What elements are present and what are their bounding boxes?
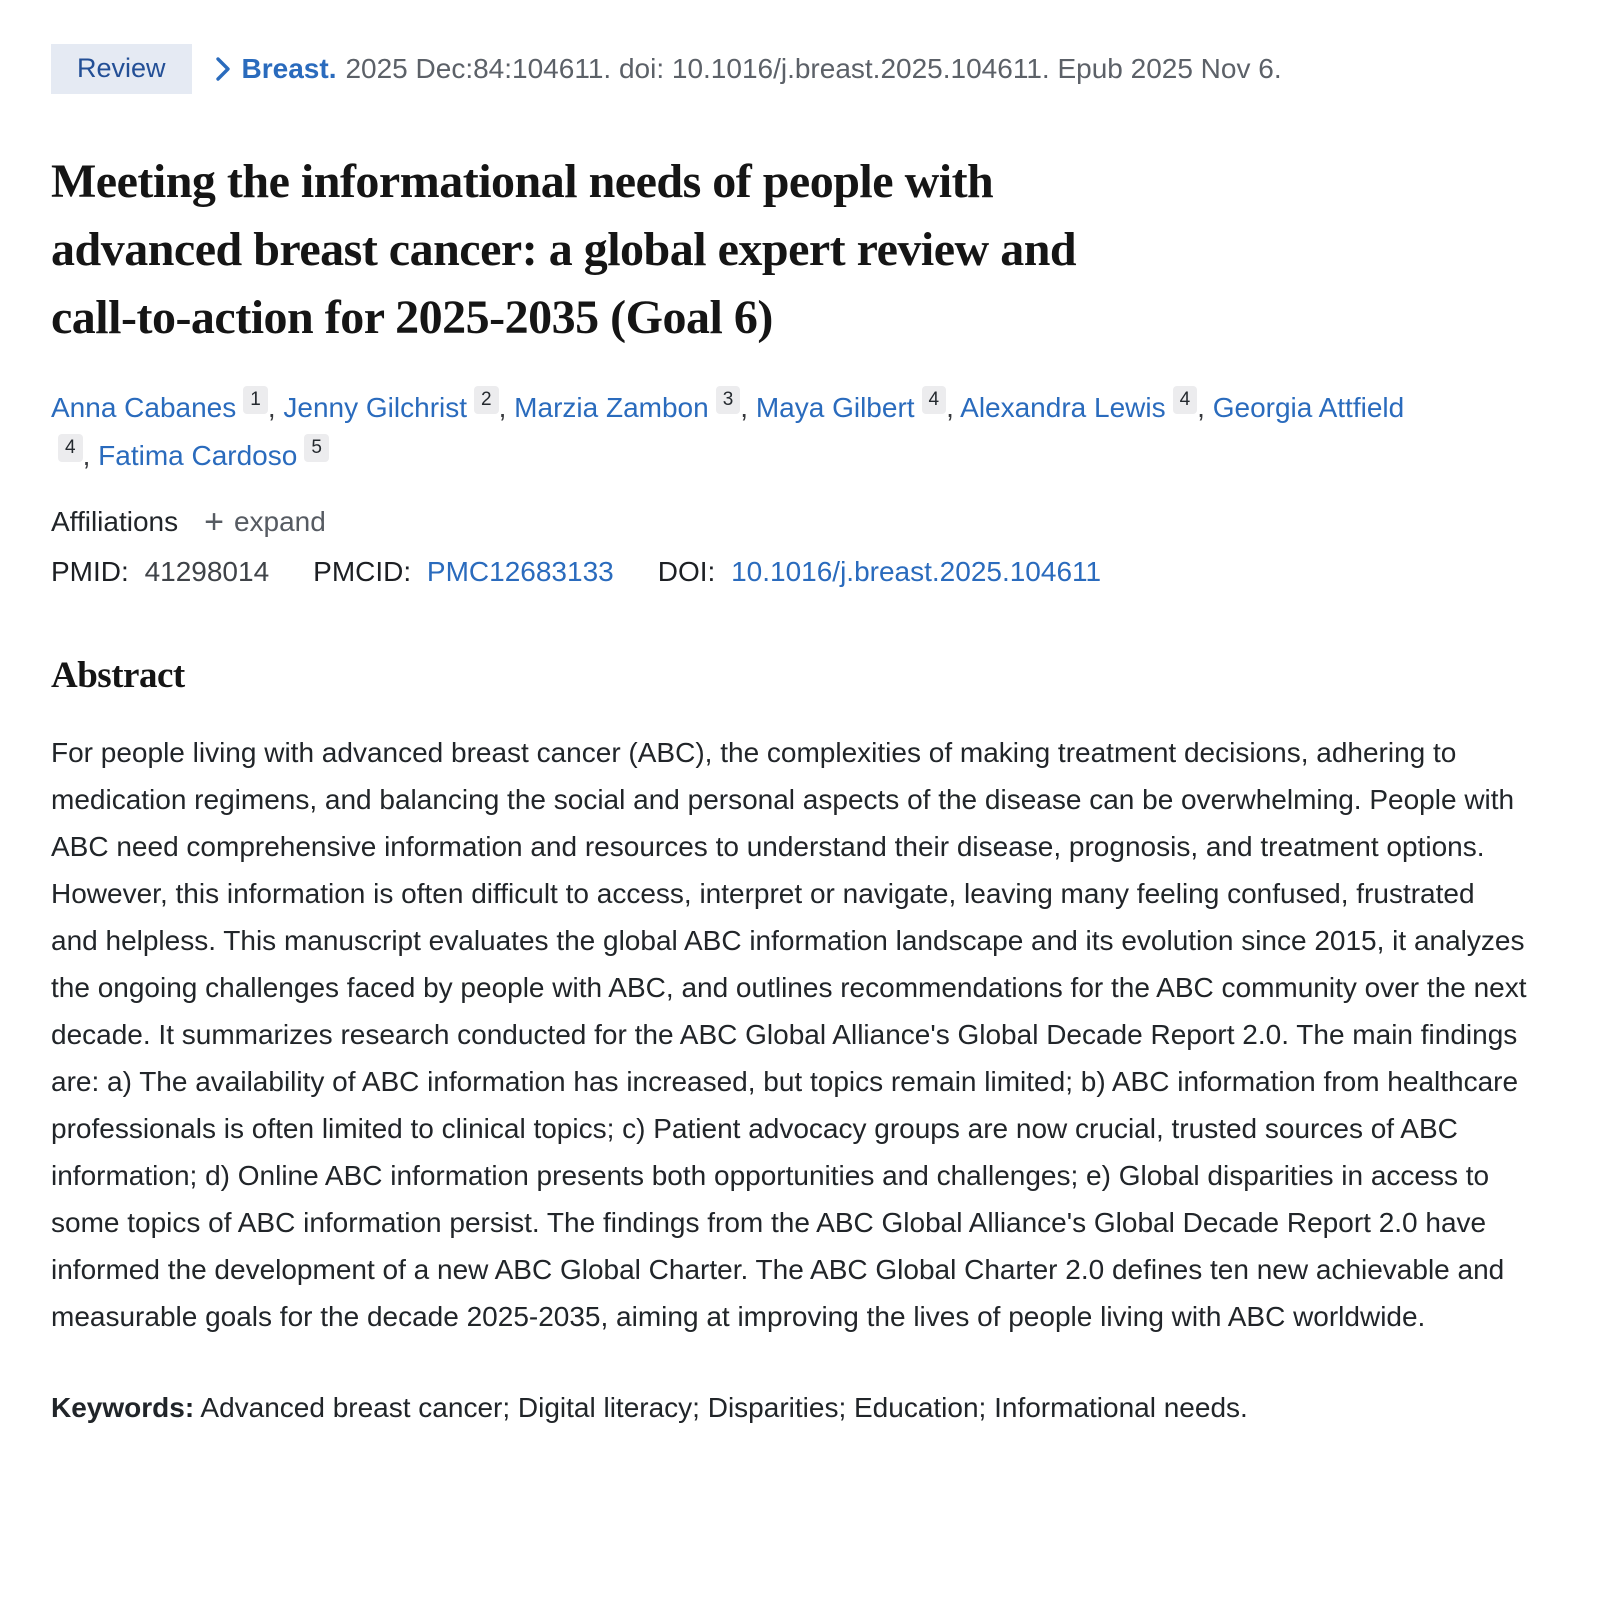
identifiers-row	[51, 556, 1532, 588]
affiliations-expand-button[interactable]	[204, 503, 326, 542]
doi-group	[658, 556, 1101, 588]
doi-link[interactable]: 10.1016/j.breast.2025.104611	[731, 556, 1102, 588]
author-link[interactable]: Maya Gilbert	[755, 392, 915, 424]
affiliations-label: Affiliations	[51, 506, 179, 538]
abstract-heading: Abstract	[51, 655, 185, 697]
author-link[interactable]: Jenny Gilchrist	[283, 392, 468, 424]
citation-text: 2025 Dec:84:104611. doi: 10.1016/j.breast.2025.104611. Epub 2025 Nov 6.	[345, 52, 1282, 84]
author-link[interactable]: Alexandra Lewis	[960, 392, 1166, 424]
abstract-text: For people living with advanced breast cancer (ABC), the complexities of making treatment decisions, adhering to medication regimens, and balancing the social and personal aspects of the disease can be overwhelming. People with ABC need comprehensive information and resources to understand their disease, prognosis, and treatment options. However, this information is often difficult to access, interpret or navigate, leaving many feeling confused, frustrated and helpless. This manuscript evaluates the global ABC information landscape and its evolution since 2015, it analyzes the ongoing challenges faced by people with ABC, and outlines recommendations for the ABC community over the next decade. It summarizes research conducted for the ABC Global Alliance's Global Decade Report 2.0. The main findings are: a) The availability of ABC information has increased, but topics remain limited; b) ABC information from healthcare professionals is often limited to clinical topics; c) Patient advocacy groups are now crucial, trusted sources of ABC information; d) Online ABC information presents both opportunities and challenges; e) Global disparities in access to some topics of ABC information persist. The findings from the ABC Global Alliance's Global Decade Report 2.0 have informed the development of a new ABC Global Charter. The ABC Global Charter 2.0 defines ten new achievable and measurable goals for the decade 2025-2035, aiming at improving the lives of people living with ABC worldwide.	[51, 737, 1527, 1333]
title-line: call-to-action for 2025-2035 (Goal 6)	[51, 291, 773, 345]
author-separator: ,	[740, 392, 756, 424]
author-separator: ,	[82, 440, 99, 472]
author-separator: ,	[946, 392, 961, 424]
citation-header	[51, 44, 1532, 94]
pmcid-link[interactable]: PMC12683133	[426, 556, 614, 588]
keywords-text: Advanced breast cancer; Digital literacy; Disparities; Education; Informational needs.	[200, 1392, 1248, 1424]
title-line: Meeting the informational needs of people with	[51, 155, 994, 209]
author-link[interactable]: Marzia Zambon	[514, 392, 709, 424]
publication-type-badge: Review	[51, 44, 192, 94]
author-separator: ,	[267, 392, 284, 424]
author-superscript: 1	[243, 386, 268, 414]
affiliations-row	[51, 503, 1532, 542]
expand-label: expand	[233, 506, 326, 538]
author-link[interactable]: Anna Cabanes	[51, 392, 237, 424]
author-separator: ,	[1197, 392, 1213, 424]
author-superscript: 2	[474, 386, 499, 414]
author-link[interactable]: Georgia Attfield	[1212, 392, 1405, 424]
doi-label: DOI:	[657, 556, 716, 588]
author-superscript: 3	[716, 386, 741, 414]
pmid-label: PMID:	[51, 556, 129, 588]
author-superscript: 4	[58, 434, 83, 462]
keywords-label: Keywords:	[51, 1392, 195, 1424]
author-superscript: 5	[304, 434, 329, 462]
author-separator: ,	[498, 392, 515, 424]
pmcid-label: PMCID:	[313, 556, 412, 588]
plus-icon: +	[204, 503, 224, 542]
keywords-line	[51, 1384, 1529, 1431]
authors-line	[51, 384, 1411, 480]
author-link[interactable]: Fatima Cardoso	[98, 440, 298, 472]
author-superscript: 4	[1173, 386, 1198, 414]
journal-link[interactable]: Breast.	[241, 52, 337, 84]
author-superscript: 4	[922, 386, 947, 414]
pmcid-group	[313, 556, 614, 588]
pmid-value: 41298014	[144, 556, 270, 588]
page-title	[51, 148, 1491, 352]
chevron-right-icon[interactable]	[214, 54, 232, 84]
title-line: advanced breast cancer: a global expert review and	[51, 223, 1077, 277]
pmid-group	[51, 556, 269, 588]
